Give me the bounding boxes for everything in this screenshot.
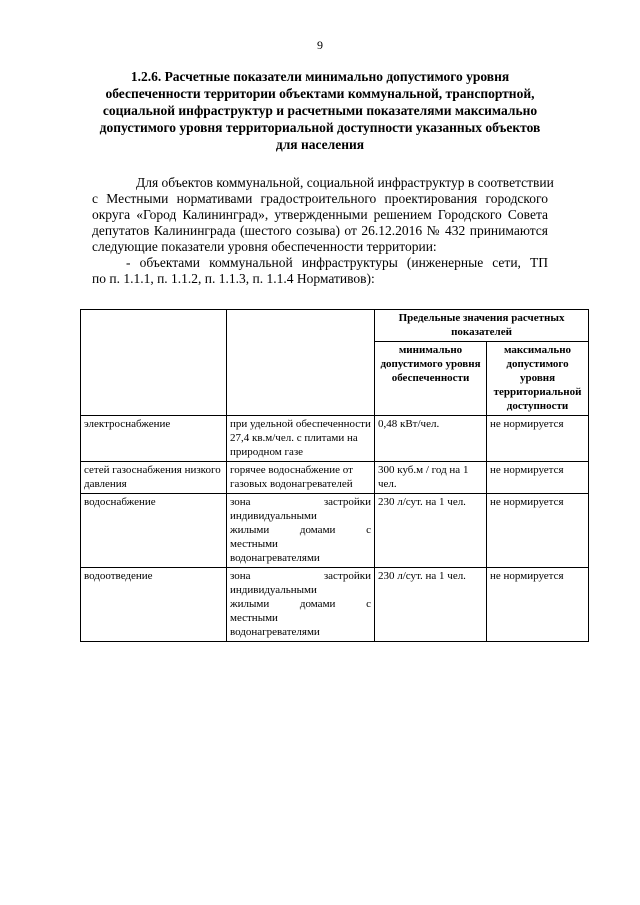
table-row [81,462,589,494]
condition-line: индивидуальными [230,510,317,522]
heading-line: социальной инфраструктур и расчетными показателями максимально [102,103,538,118]
heading-line: 1.2.6. Расчетные показатели минимально допустимого уровня [130,69,510,84]
row-max-value: не нормируется [487,416,589,462]
row-condition: горячее водоснабжение от газовых водонагревателей [227,462,375,494]
condition-line: местными [230,538,278,550]
condition-line: зона застройки [230,570,371,582]
header-empty-cell [81,310,227,416]
table-row [81,416,589,462]
row-condition: при удельной обеспеченности 27,4 кв.м/чел. с плитами на природном газе [227,416,375,462]
paragraph-line: округа «Город Калининград», утвержденными решением Городского Совета [92,207,548,222]
table-header-row [81,310,589,342]
row-name: сетей газоснабжения низкого давления [81,462,227,494]
page-number: 9 [317,38,323,52]
heading-line: допустимого уровня территориальной доступности указанных объектов [99,120,541,135]
condition-line: водонагревателями [230,626,320,638]
row-min-value: 300 куб.м / год на 1 чел. [375,462,487,494]
condition-line: зона застройки [230,496,371,508]
condition-line: водонагревателями [230,552,320,564]
row-condition [227,494,375,568]
row-name: электроснабжение [81,416,227,462]
table-row [81,494,589,568]
heading-line: для населения [275,137,365,152]
norms-table [80,309,589,642]
body-text [92,175,554,287]
row-min-value: 230 л/сут. на 1 чел. [375,494,487,568]
list-item-line: по п. 1.1.1, п. 1.1.2, п. 1.1.3, п. 1.1.4 Нормативов): [92,271,375,286]
row-name: водоотведение [81,568,227,642]
column-header-max: максимально допустимого уровня территориальной доступности [487,342,589,416]
condition-line: индивидуальными [230,584,317,596]
row-max-value: не нормируется [487,494,589,568]
header-empty-cell [227,310,375,416]
paragraph-line: депутатов Калининграда (шестого созыва) от 26.12.2016 № 432 принимаются [92,223,548,238]
row-name: водоснабжение [81,494,227,568]
group-header: Предельные значения расчетных показателей [375,310,589,342]
list-item-line: - объектами коммунальной инфраструктуры (инженерные сети, ТП [126,255,548,270]
column-header-min: минимально допустимого уровня обеспеченности [375,342,487,416]
condition-line: жилыми домами с [230,598,371,610]
row-max-value: не нормируется [487,462,589,494]
condition-line: жилыми домами с [230,524,371,536]
row-min-value: 230 л/сут. на 1 чел. [375,568,487,642]
table-row [81,568,589,642]
row-min-value: 0,48 кВт/чел. [375,416,487,462]
section-heading [92,68,548,153]
paragraph-line: Для объектов коммунальной, социальной инфраструктур в соответствии [136,175,554,190]
paragraph-line: с Местными нормативами градостроительного проектирования городского [92,191,548,206]
row-condition [227,568,375,642]
condition-line: местными [230,612,278,624]
row-max-value: не нормируется [487,568,589,642]
heading-line: обеспеченности территории объектами коммунальной, транспортной, [105,86,535,101]
paragraph-line: следующие показатели уровня обеспеченности территории: [92,239,437,254]
